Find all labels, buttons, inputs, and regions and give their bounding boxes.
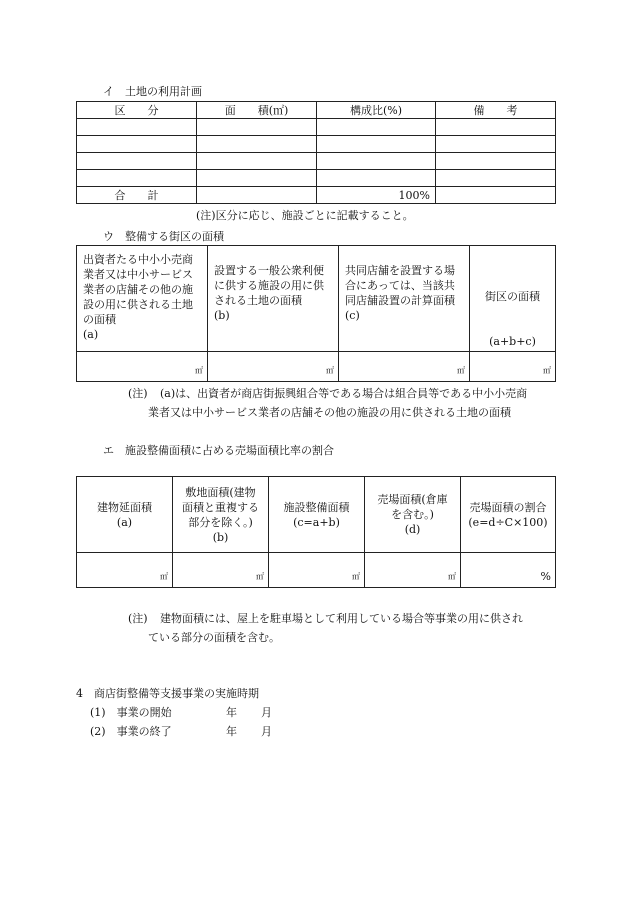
value-cell[interactable] [339, 352, 470, 382]
table-cell[interactable] [77, 136, 197, 153]
table-cell[interactable] [197, 170, 317, 187]
table-cell[interactable] [317, 170, 436, 187]
percent-label: % [540, 570, 551, 583]
sales-floor-ratio-table [76, 476, 556, 588]
total-ratio: 100% [317, 187, 436, 204]
table-row [77, 352, 556, 382]
table-row [77, 119, 556, 136]
unit-label: ㎡ [326, 366, 334, 375]
land-use-table [76, 101, 556, 204]
value-cell[interactable] [208, 352, 339, 382]
value-cell[interactable] [77, 352, 208, 382]
value-cell[interactable] [77, 553, 173, 588]
table-row [77, 553, 556, 588]
section-u-note-line1: (a)は、出資者が商店街振興組合等である場合は組合員等である中小小売商 [160, 387, 528, 400]
header-ratio: 構成比(%) [317, 102, 436, 119]
table-cell[interactable] [197, 136, 317, 153]
table-total-row [77, 187, 556, 204]
table-cell[interactable] [77, 153, 197, 170]
unit-label: ㎡ [543, 366, 551, 375]
unit-label: ㎡ [256, 572, 264, 581]
section-i-note: (注)区分に応じ、施設ごとに記載すること。 [196, 209, 414, 222]
table-cell[interactable] [317, 119, 436, 136]
value-cell[interactable] [470, 352, 556, 382]
district-area-table [76, 245, 556, 382]
ratio-header-b: 敷地面積(建物 面積と重複する 部分を除く。) (b) [173, 477, 269, 553]
section-e-title: エ 施設整備面積に占める売場面積比率の割合 [103, 444, 334, 457]
value-cell[interactable] [461, 553, 556, 588]
table-cell[interactable] [197, 153, 317, 170]
schedule-end-label: (2) 事業の終了 [90, 725, 172, 738]
table-header-row [77, 246, 556, 352]
unit-label: ㎡ [448, 572, 456, 581]
value-cell[interactable] [173, 553, 269, 588]
section-u-note-label: (注) [128, 387, 148, 400]
section-i-title: イ 土地の利用計画 [103, 85, 202, 98]
table-cell[interactable] [436, 170, 556, 187]
value-cell[interactable] [269, 553, 365, 588]
table-row [77, 153, 556, 170]
table-cell[interactable] [436, 136, 556, 153]
schedule-start-month: 月 [261, 706, 272, 719]
table-header-row [77, 477, 556, 553]
district-header-a: 出資者たる中小小売商 業者又は中小サービス 業者の店舗その他の施 設の用に供される土地 の面積 (a) [77, 246, 208, 352]
value-cell[interactable] [365, 553, 461, 588]
table-cell[interactable] [436, 119, 556, 136]
table-cell[interactable] [317, 136, 436, 153]
section-u-title: ウ 整備する街区の面積 [103, 230, 224, 243]
ratio-header-e: 売場面積の割合 (e=d÷C×100) [461, 477, 556, 553]
unit-label: ㎡ [195, 366, 203, 375]
table-cell[interactable] [197, 119, 317, 136]
total-label: 合 計 [77, 187, 197, 204]
section-4-title: 4 商店街整備等支援事業の実施時期 [76, 687, 259, 700]
section-e-note-label: (注) [128, 612, 148, 625]
header-area: 面 積(㎡) [197, 102, 317, 119]
district-header-c: 共同店舗を設置する場 合にあっては、当該共 同店舗設置の計算面積 (c) [339, 246, 470, 352]
schedule-end-year: 年 [226, 725, 237, 738]
unit-label: ㎡ [160, 572, 168, 581]
table-cell[interactable] [77, 170, 197, 187]
table-cell[interactable] [197, 187, 317, 204]
header-remarks: 備 考 [436, 102, 556, 119]
table-cell[interactable] [77, 119, 197, 136]
unit-label: ㎡ [352, 572, 360, 581]
header-category: 区 分 [77, 102, 197, 119]
unit-label: ㎡ [457, 366, 465, 375]
ratio-header-d: 売場面積(倉庫 を含む。) (d) [365, 477, 461, 553]
schedule-end-month: 月 [261, 725, 272, 738]
district-header-total: 街区の面積 (a+b+c) [470, 246, 556, 352]
section-e-note-line1: 建物面積には、屋上を駐車場として利用している場合等事業の用に供され [160, 612, 523, 625]
table-cell[interactable] [436, 153, 556, 170]
ratio-header-c: 施設整備面積 (c=a+b) [269, 477, 365, 553]
district-header-b: 設置する一般公衆利便 に供する施設の用に供 される土地の面積 (b) [208, 246, 339, 352]
schedule-start-label: (1) 事業の開始 [90, 706, 172, 719]
section-e-note-line2: ている部分の面積を含む。 [148, 631, 280, 644]
table-cell[interactable] [436, 187, 556, 204]
section-u-note-line2: 業者又は中小サービス業者の店舗その他の施設の用に供される土地の面積 [148, 406, 511, 419]
table-row [77, 170, 556, 187]
table-header-row [77, 102, 556, 119]
ratio-header-a: 建物延面積 (a) [77, 477, 173, 553]
schedule-start-year: 年 [226, 706, 237, 719]
table-cell[interactable] [317, 153, 436, 170]
table-row [77, 136, 556, 153]
